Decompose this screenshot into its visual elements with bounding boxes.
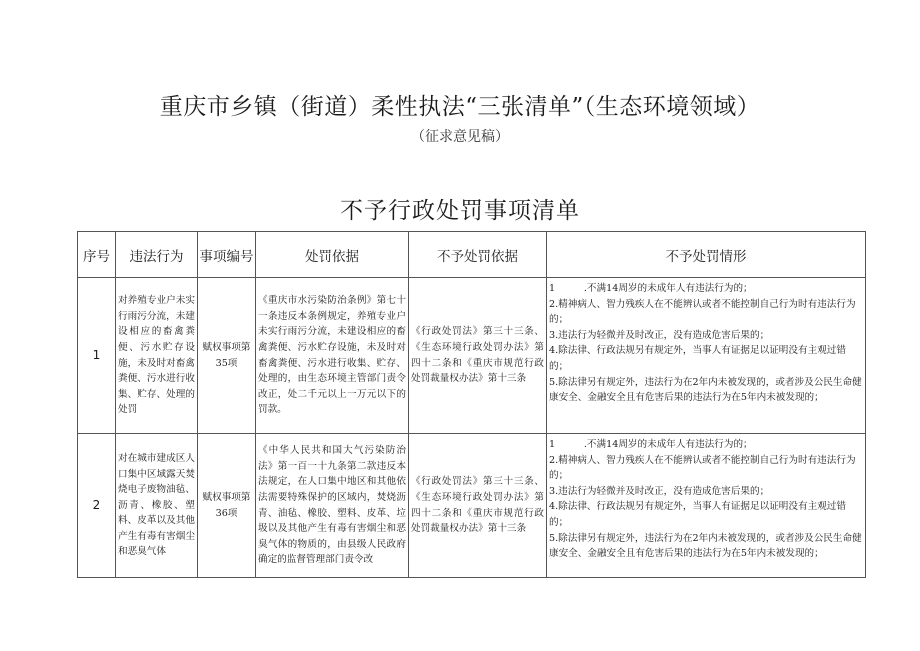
situation-item: 4.除法律、行政法规另有规定外，当事人有证据足以证明没有主观过错的； [549, 501, 846, 528]
row-situations [547, 278, 866, 434]
header-violation: 违法行为 [116, 232, 198, 278]
no-penalty-table [77, 231, 866, 578]
header-seq: 序号 [78, 232, 116, 278]
situation-item: 2.精神病人、智力残疾人在不能辨认或者不能控制自己行为时有违法行为的； [549, 298, 856, 326]
row-violation: 对在城市建成区人口集中区域露天焚烧电子废物油毡、沥青、橡胶、塑料、皮革以及其他产生有毒有害烟尘和恶臭气体 [116, 434, 198, 578]
table-row [78, 434, 866, 578]
situation-item: 5.除法律另有规定外，违法行为在2年内未被发现的，或者涉及公民生命健康安全、金融安全且有危害后果的违法行为在5年内未被发现的； [549, 532, 862, 560]
row-no-penalty-basis: 《行政处罚法》第三十三条、《生态环境行政处罚办法》第四十二条和《重庆市规范行政处罚裁量权办法》第十三条 [409, 278, 547, 434]
row-item-number: 赋权事项第36项 [198, 434, 256, 578]
table-header-row [78, 232, 866, 278]
situation-item: 4.除法律、行政法规另有规定外，当事人有证据足以证明没有主观过错的； [549, 345, 846, 372]
situation-item: 3.违法行为轻微并及时改正，没有造成危害后果的； [549, 329, 770, 341]
header-no-penalty-situations: 不予处罚情形 [547, 232, 866, 278]
header-item-number: 事项编号 [198, 232, 256, 278]
row-violation: 对养殖专业户未实行雨污分流，未建设相应的畜禽粪便、污水贮存设施，未及时对畜禽粪便、污水进行收集、贮存、处理的处罚 [116, 278, 198, 434]
row-penalty-basis: 《重庆市水污染防治条例》第七十一条违反本条例规定，养殖专业户未实行雨污分流，未建设相应的畜禽粪便、污水贮存设施，未及时对畜禽粪便、污水进行收集、贮存、处理的，由生态环境主管部门责令改正，处二千元以上一万元以下的罚款。 [256, 278, 409, 434]
situation-item: 1 .不满14周岁的未成年人有违法行为的； [549, 283, 753, 294]
row-seq: 1 [78, 278, 116, 434]
row-situations [547, 434, 866, 578]
situation-item: 1 .不满14周岁的未成年人有违法行为的； [549, 439, 753, 450]
header-penalty-basis: 处罚依据 [256, 232, 409, 278]
row-penalty-basis: 《中华人民共和国大气污染防治法》第一百一十九条第二款违反本法规定，在人口集中地区和其他依法需要特殊保护的区域内，焚烧沥青、油毡、橡胶、塑料、皮革、垃圾以及其他产生有毒有害烟尘和恶臭气体的物质的，由县级人民政府确定的监督管理部门责令改 [256, 434, 409, 578]
document-subtitle: （征求意见稿） [411, 129, 509, 145]
document-title: 重庆市乡镇（街道）柔性执法“三张清单”（生态环境领域） [159, 94, 761, 120]
row-seq: 2 [78, 434, 116, 578]
situation-item: 5.除法律另有规定外，违法行为在2年内未被发现的，或者涉及公民生命健康安全、金融安全且有危害后果的违法行为在5年内未被发现的； [549, 376, 862, 404]
situation-item: 3.违法行为轻微并及时改正，没有造成危害后果的； [549, 485, 770, 497]
section-title: 不予行政处罚事项清单 [340, 198, 580, 224]
table-row [78, 278, 866, 434]
situation-item: 2.精神病人、智力残疾人在不能辨认或者不能控制自己行为时有违法行为的； [549, 454, 856, 482]
row-no-penalty-basis: 《行政处罚法》第三十三条、《生态环境行政处罚办法》第四十二条和《重庆市规范行政处罚裁量权办法》第十三条 [409, 434, 547, 578]
header-no-penalty-basis: 不予处罚依据 [409, 232, 547, 278]
row-item-number: 赋权事项第35项 [198, 278, 256, 434]
